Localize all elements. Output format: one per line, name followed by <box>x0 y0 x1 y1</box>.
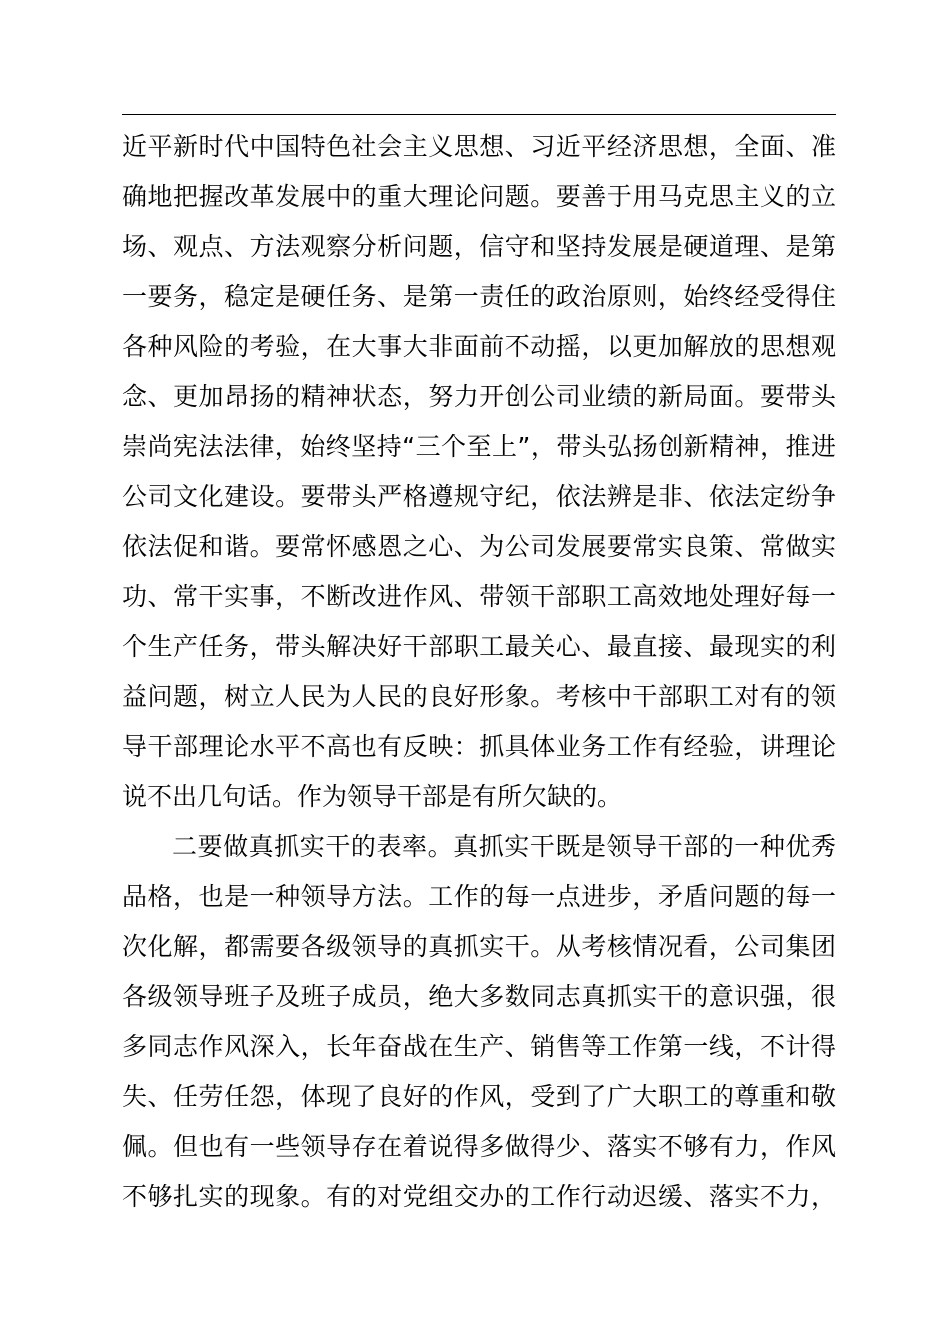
paragraph-1 <box>122 122 836 822</box>
header-rule <box>122 114 836 115</box>
text-line: 一要务，稳定是硬任务、是第一责任的政治原则，始终经受得住 <box>122 282 836 311</box>
text-line: 各种风险的考验，在大事大非面前不动摇，以更加解放的思想观 <box>122 332 836 361</box>
body-text <box>122 122 836 1222</box>
text-line: 多同志作风深入，长年奋战在生产、销售等工作第一线，不计得 <box>122 1032 836 1061</box>
text-line: 个生产任务，带头解决好干部职工最关心、最直接、最现实的利 <box>122 632 836 661</box>
text-line: 依法促和谐。要常怀感恩之心、为公司发展要常实良策、常做实 <box>122 532 836 561</box>
text-line: 说不出几句话。作为领导干部是有所欠缺的。 <box>122 782 623 811</box>
text-line: 近平新时代中国特色社会主义思想、习近平经济思想，全面、准 <box>122 132 836 161</box>
text-line: 佩。但也有一些领导存在着说得多做得少、落实不够有力，作风 <box>122 1132 836 1161</box>
paragraph-2 <box>122 822 836 1222</box>
text-line: 导干部理论水平不高也有反映：抓具体业务工作有经验，讲理论 <box>122 732 836 761</box>
text-line: 不够扎实的现象。有的对党组交办的工作行动迟缓、落实不力， <box>122 1182 836 1211</box>
text-line: 益问题，树立人民为人民的良好形象。考核中干部职工对有的领 <box>122 682 836 711</box>
text-line: 二要做真抓实干的表率。真抓实干既是领导干部的一种优秀 <box>172 832 836 861</box>
text-line: 确地把握改革发展中的重大理论问题。要善于用马克思主义的立 <box>122 182 836 211</box>
text-line: 失、任劳任怨，体现了良好的作风，受到了广大职工的尊重和敬 <box>122 1082 836 1111</box>
text-line: 念、更加昂扬的精神状态，努力开创公司业绩的新局面。要带头 <box>122 382 836 411</box>
text-line: 公司文化建设。要带头严格遵规守纪，依法辨是非、依法定纷争 <box>122 482 836 511</box>
text-line: 各级领导班子及班子成员，绝大多数同志真抓实干的意识强，很 <box>122 982 836 1011</box>
text-line: 次化解，都需要各级领导的真抓实干。从考核情况看，公司集团 <box>122 932 836 961</box>
text-line: 场、观点、方法观察分析问题，信守和坚持发展是硬道理、是第 <box>122 232 836 261</box>
text-line: 功、常干实事，不断改进作风、带领干部职工高效地处理好每一 <box>122 582 836 611</box>
text-line: 品格，也是一种领导方法。工作的每一点进步，矛盾问题的每一 <box>122 882 836 911</box>
text-line: 崇尚宪法法律，始终坚持“三个至上”，带头弘扬创新精神，推进 <box>122 432 836 461</box>
